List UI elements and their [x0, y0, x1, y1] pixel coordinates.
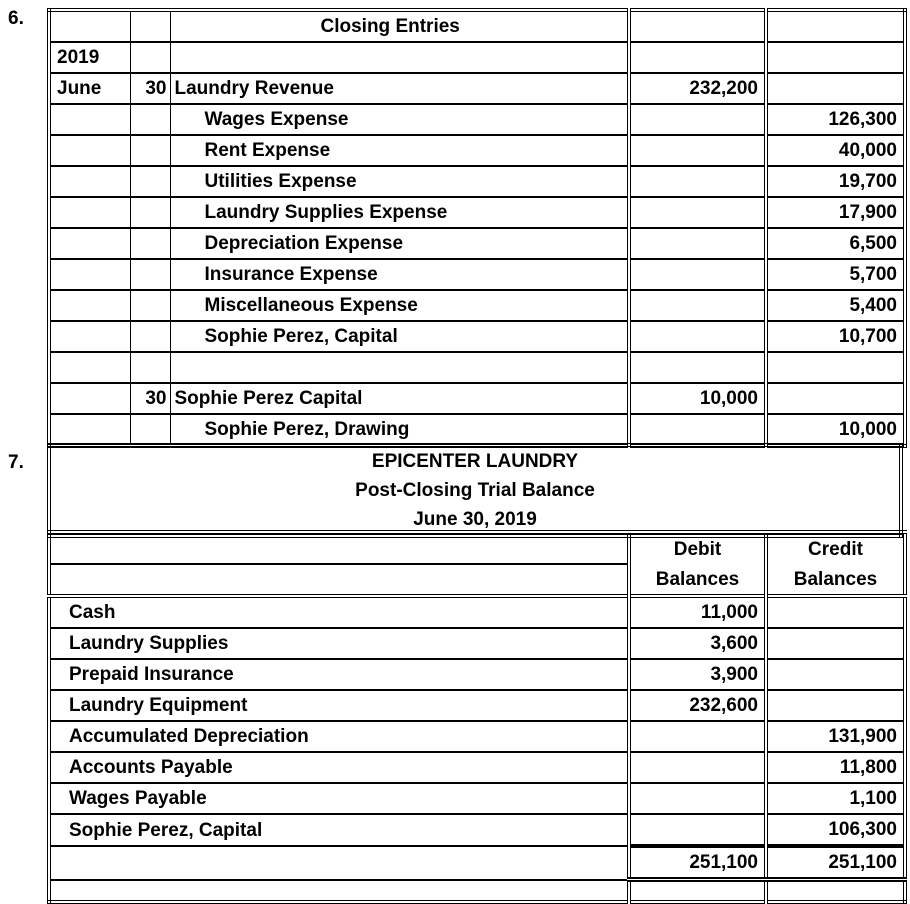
debit-cell [629, 104, 766, 135]
journal-row [49, 42, 905, 73]
month-cell [49, 383, 130, 414]
month-cell [49, 197, 130, 228]
journal-row [49, 259, 905, 290]
account-cell: Rent Expense [170, 135, 629, 166]
account-cell: Sophie Perez, Drawing [170, 414, 629, 446]
month-cell [49, 414, 130, 446]
day-cell [130, 228, 170, 259]
debit-cell: 3,900 [629, 659, 766, 690]
month-cell [49, 352, 130, 383]
debit-cell: 3,600 [629, 628, 766, 659]
debit-cell: 232,600 [629, 690, 766, 721]
account-cell: Insurance Expense [170, 259, 629, 290]
credit-cell [766, 628, 905, 659]
debit-cell [629, 352, 766, 383]
column-header-row [49, 532, 905, 564]
account-cell: Laundry Revenue [170, 73, 629, 104]
credit-header-2: Balances [766, 564, 905, 596]
credit-cell [766, 596, 905, 628]
credit-cell: 106,300 [766, 814, 905, 846]
credit-cell: 19,700 [766, 166, 905, 197]
statement-title: Post-Closing Trial Balance [355, 480, 595, 501]
day-cell [130, 166, 170, 197]
month-cell [49, 135, 130, 166]
debit-cell: 11,000 [629, 596, 766, 628]
question-number-7: 7. [8, 452, 24, 473]
blank-cell [629, 880, 766, 903]
account-cell: Accumulated Depreciation [49, 721, 629, 752]
trial-balance-row [49, 814, 905, 846]
credit-cell [766, 10, 905, 42]
account-cell: Sophie Perez, Capital [49, 814, 629, 846]
journal-row [49, 135, 905, 166]
total-debit: 251,100 [629, 846, 766, 880]
credit-cell: 5,400 [766, 290, 905, 321]
debit-cell [629, 10, 766, 42]
day-cell [130, 104, 170, 135]
journal-row [49, 383, 905, 414]
day-cell [130, 10, 170, 42]
journal-header-row [49, 10, 905, 42]
account-cell: Utilities Expense [170, 166, 629, 197]
account-cell: Wages Expense [170, 104, 629, 135]
credit-header: Credit [766, 532, 905, 564]
account-cell: Sophie Perez Capital [170, 383, 629, 414]
totals-row [49, 846, 905, 880]
debit-header: Debit [629, 532, 766, 564]
debit-header-2: Balances [629, 564, 766, 596]
closing-entries-journal [47, 8, 907, 448]
account-header-cell [49, 532, 629, 564]
account-cell: Cash [49, 596, 629, 628]
month-cell [49, 321, 130, 352]
account-cell: Laundry Supplies Expense [170, 197, 629, 228]
account-cell: Accounts Payable [49, 752, 629, 783]
debit-cell [629, 42, 766, 73]
debit-cell: 10,000 [629, 383, 766, 414]
credit-cell: 5,700 [766, 259, 905, 290]
day-cell: 30 [130, 383, 170, 414]
account-cell [170, 352, 629, 383]
statement-date: June 30, 2019 [413, 509, 537, 530]
credit-cell: 6,500 [766, 228, 905, 259]
journal-row [49, 73, 905, 104]
debit-cell [629, 814, 766, 846]
day-cell [130, 414, 170, 446]
credit-cell [766, 42, 905, 73]
debit-cell [629, 752, 766, 783]
credit-cell: 1,100 [766, 783, 905, 814]
trial-balance-heading [47, 443, 903, 538]
account-cell [170, 42, 629, 73]
month-cell: June [49, 73, 130, 104]
debit-cell [629, 197, 766, 228]
trial-balance-row [49, 783, 905, 814]
credit-cell: 10,700 [766, 321, 905, 352]
journal-row [49, 290, 905, 321]
journal-row [49, 104, 905, 135]
month-cell [49, 166, 130, 197]
account-cell: Wages Payable [49, 783, 629, 814]
debit-cell [629, 290, 766, 321]
debit-cell [629, 166, 766, 197]
trial-balance-row [49, 628, 905, 659]
day-cell [130, 135, 170, 166]
month-cell [49, 259, 130, 290]
account-cell: Laundry Supplies [49, 628, 629, 659]
debit-cell [629, 321, 766, 352]
trial-balance-row [49, 596, 905, 628]
account-cell: Prepaid Insurance [49, 659, 629, 690]
journal-row [49, 414, 905, 446]
journal-row [49, 321, 905, 352]
totals-label-cell [49, 846, 629, 880]
blank-cell [49, 880, 629, 903]
month-cell [49, 104, 130, 135]
account-cell: Miscellaneous Expense [170, 290, 629, 321]
credit-cell [766, 690, 905, 721]
day-cell [130, 259, 170, 290]
journal-row [49, 352, 905, 383]
credit-cell: 11,800 [766, 752, 905, 783]
total-credit: 251,100 [766, 846, 905, 880]
credit-cell: 40,000 [766, 135, 905, 166]
blank-row [49, 880, 905, 903]
company-name: EPICENTER LAUNDRY [371, 451, 579, 472]
debit-cell: 232,200 [629, 73, 766, 104]
day-cell [130, 352, 170, 383]
credit-cell: 131,900 [766, 721, 905, 752]
month-cell [49, 228, 130, 259]
account-header-cell [49, 564, 629, 596]
journal-title: Closing Entries [170, 10, 629, 42]
month-cell [49, 290, 130, 321]
debit-cell [629, 228, 766, 259]
trial-balance-row [49, 659, 905, 690]
month-cell [49, 10, 130, 42]
credit-cell [766, 73, 905, 104]
debit-cell [629, 783, 766, 814]
trial-balance-row [49, 690, 905, 721]
debit-cell [629, 721, 766, 752]
credit-cell [766, 383, 905, 414]
trial-balance-row [49, 752, 905, 783]
debit-cell [629, 414, 766, 446]
day-cell [130, 290, 170, 321]
journal-row [49, 197, 905, 228]
credit-cell: 10,000 [766, 414, 905, 446]
account-cell: Sophie Perez, Capital [170, 321, 629, 352]
day-cell [130, 42, 170, 73]
credit-cell: 17,900 [766, 197, 905, 228]
credit-cell [766, 352, 905, 383]
journal-row [49, 166, 905, 197]
day-cell [130, 321, 170, 352]
column-header-row-2 [49, 564, 905, 596]
account-cell: Laundry Equipment [49, 690, 629, 721]
post-closing-trial-balance [47, 530, 907, 904]
debit-cell [629, 135, 766, 166]
account-cell: Depreciation Expense [170, 228, 629, 259]
blank-cell [766, 880, 905, 903]
journal-row [49, 228, 905, 259]
credit-cell [766, 659, 905, 690]
month-cell: 2019 [49, 42, 130, 73]
day-cell: 30 [130, 73, 170, 104]
day-cell [130, 197, 170, 228]
debit-cell [629, 259, 766, 290]
credit-cell: 126,300 [766, 104, 905, 135]
trial-balance-row [49, 721, 905, 752]
question-number-6: 6. [8, 8, 24, 29]
